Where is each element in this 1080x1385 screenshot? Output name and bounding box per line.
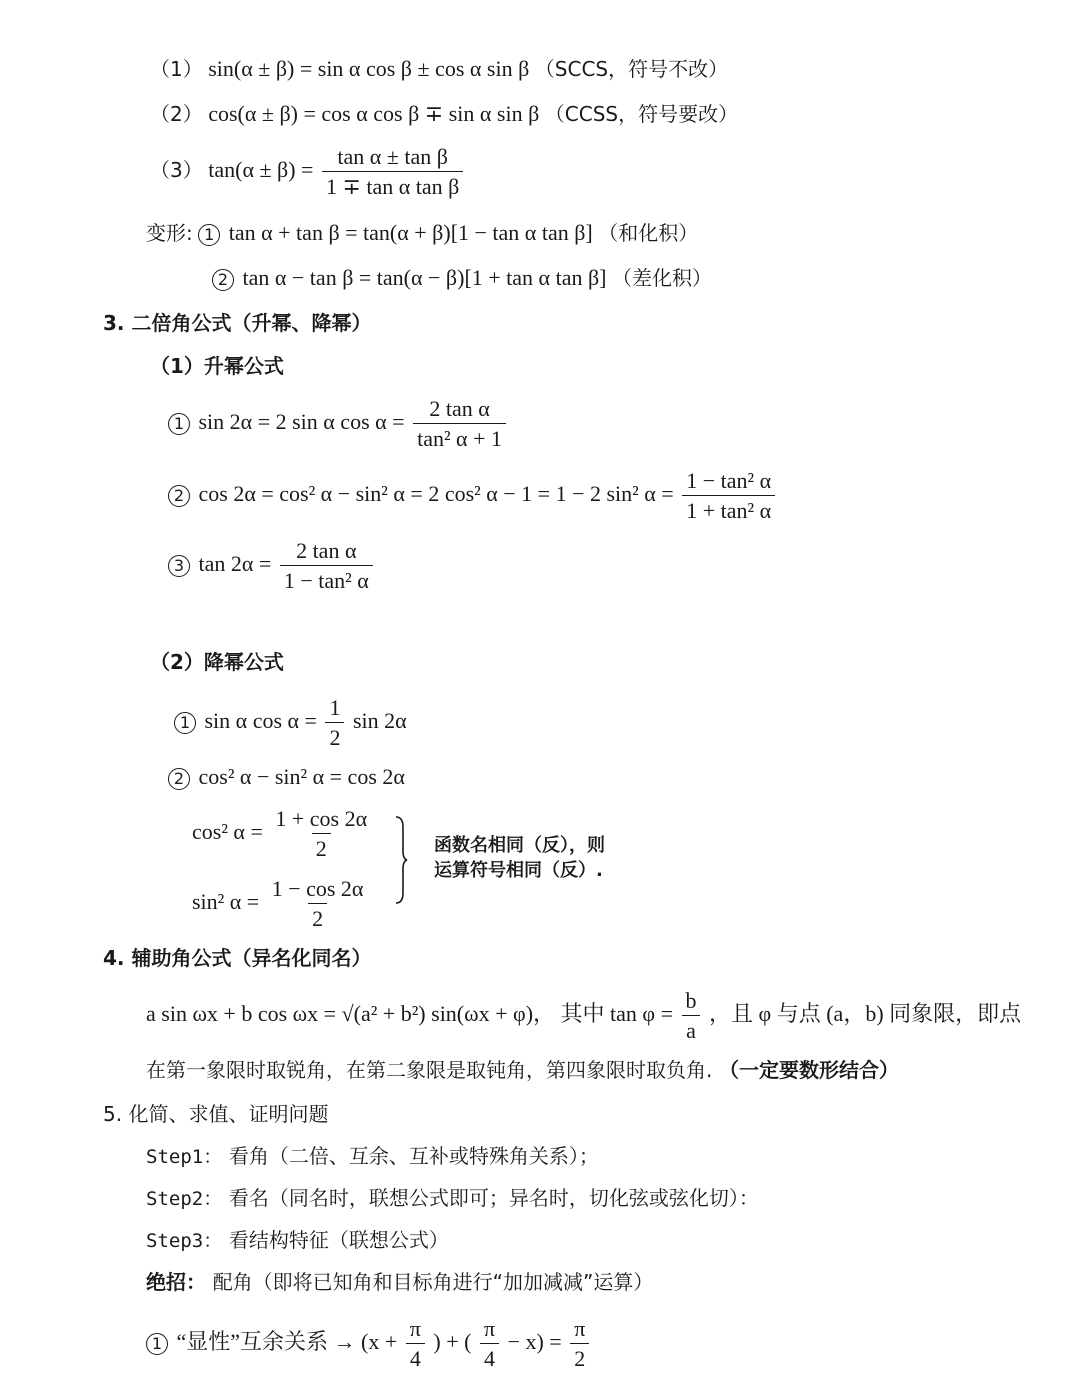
power-reduction-2 [168,766,405,790]
denominator: a [682,1015,700,1042]
fraction [271,808,371,860]
formula-note: （CCSS，符号要改） [544,102,739,126]
formula-lhs: tan(α ± β) = [208,157,314,183]
formula-cos-sum [150,103,738,125]
numerator: b [685,988,697,1013]
numerator: 2 tan α [429,396,490,421]
fraction [682,470,775,522]
section-5-title: 5. 化简、求值、证明问题 [103,1102,329,1126]
example-complementary [146,1318,592,1370]
fraction [413,398,506,450]
step-text: 看角（二倍、互余、互补或特殊角关系）； [228,1144,599,1168]
denominator: 2 [325,722,344,749]
variant-expr: tan α − tan β = tan(α − β)[1 + tan α tan β] [242,265,607,290]
step-label: Step2： [146,1188,223,1210]
denominator: 2 [308,903,327,930]
step-text: 看名（同名时，联想公式即可；异名时，切化弦或弦化切）： [228,1186,759,1210]
cos-squared-formula [192,808,374,860]
fraction [682,990,701,1042]
circled-number: 1 [174,712,196,734]
brace-note: 运算符号相同（反）. [434,860,603,881]
formula-mid: 其中 tan φ = [560,1001,674,1027]
formula-lhs: sin α cos α = [204,708,317,734]
circled-number: 1 [168,413,190,435]
fraction [322,146,463,198]
fraction [268,878,368,930]
fraction [325,697,344,749]
formula-tag: （3） [150,158,203,183]
circled-number: 3 [168,555,190,577]
circled-number: 2 [168,768,190,790]
formula-lhs: sin² α = [192,889,260,915]
circled-number: 1 [198,224,220,246]
sin-squared-formula [192,878,370,930]
double-angle-tan [168,540,376,592]
example-mid: − x) = [507,1329,562,1355]
trick-text: 配角（即将已知角和目标角进行“加加减减”运算） [212,1270,654,1294]
section-3-title: 3. 二倍角公式（升幂、降幂） [103,311,372,335]
circled-number: 1 [146,1333,168,1355]
example-text: “显性”互余关系 → (x + [176,1329,398,1355]
variant-expr: tan α + tan β = tan(α + β)[1 − tan α tan β] [228,220,593,245]
formula-expr: cos(α ± β) = cos α cos β ∓ sin α sin β [208,101,540,126]
denominator: tan² α + 1 [413,423,506,450]
right-brace-icon [394,815,408,905]
formula-lhs: cos 2α = cos² α − sin² α = 2 cos² α − 1 = 1 − 2 sin² α = [198,481,674,507]
denominator: 1 − tan² α [280,565,373,592]
step-3 [146,1230,449,1251]
auxiliary-angle-formula [146,990,1021,1042]
formula-lhs: tan 2α = [198,551,272,577]
variant-2 [212,267,712,291]
brace-note: 函数名相同（反），则 [434,835,605,856]
double-angle-cos [168,470,778,522]
subsection-title: （1）升幂公式 [150,354,284,378]
step-2 [146,1188,759,1209]
denominator: 1 + tan² α [682,495,775,522]
formula-note: （SCCS，符号不改） [534,57,729,81]
numerator: 1 + cos 2α [275,806,368,831]
power-reduction-1 [174,697,407,749]
formula-tan-sum [150,146,466,198]
variant-note: （和化积） [598,221,699,245]
numerator: 1 − cos 2α [271,876,364,901]
double-angle-sin [168,398,509,450]
formula-expr: sin(α ± β) = sin α cos β ± cos α sin β [208,56,530,81]
numerator: 1 [329,695,341,720]
fraction [280,540,373,592]
denominator: 2 [570,1343,589,1370]
example-mid: ) + ( [433,1329,472,1355]
formula-lhs: cos² α = [192,819,263,845]
variant-note: （差化积） [611,266,712,290]
section-4-title: 4. 辅助角公式（异名化同名） [103,946,372,970]
step-label: Step1： [146,1146,223,1168]
circled-number: 2 [212,269,234,291]
fraction [570,1318,589,1370]
step-1 [146,1146,599,1167]
trick-label: 绝招： [146,1270,206,1294]
variant-1 [146,222,698,246]
numerator: 1 − tan² α [686,468,772,493]
formula-rhs: ，且 φ 与点 (a，b) 同象限，即点 [709,1001,1022,1027]
step-text: 看结构特征（联想公式） [228,1228,449,1252]
formula-sin-sum [150,58,728,80]
formula-tag: （1） [150,57,203,81]
numerator: π [574,1316,586,1341]
denominator: 4 [406,1343,425,1370]
note-emphasis: （一定要数形结合） [719,1058,900,1082]
subsection-title: （2）降幂公式 [150,650,284,674]
numerator: 2 tan α [296,538,357,563]
denominator: 2 [312,833,331,860]
formula-rhs: sin 2α [352,708,407,734]
fraction [406,1318,425,1370]
formula-expr: cos² α − sin² α = cos 2α [198,764,405,789]
note-text: 在第一象限时取锐角，在第二象限是取钝角，第四象限时取负角. [146,1058,713,1082]
denominator: 1 ∓ tan α tan β [322,171,463,198]
formula-lhs: a sin ωx + b cos ωx = √(a² + b²) sin(ωx + φ)， [146,1001,556,1027]
fraction [480,1318,499,1370]
numerator: tan α ± tan β [337,144,448,169]
numerator: π [483,1316,496,1341]
formula-tag: （2） [150,102,203,126]
denominator: 4 [480,1343,499,1370]
trick-line [146,1272,653,1293]
step-label: Step3： [146,1230,223,1252]
formula-lhs: sin 2α = 2 sin α cos α = [198,409,405,435]
variants-label: 变形: [146,221,193,245]
numerator: π [409,1316,421,1341]
circled-number: 2 [168,485,190,507]
auxiliary-angle-note [146,1060,899,1081]
